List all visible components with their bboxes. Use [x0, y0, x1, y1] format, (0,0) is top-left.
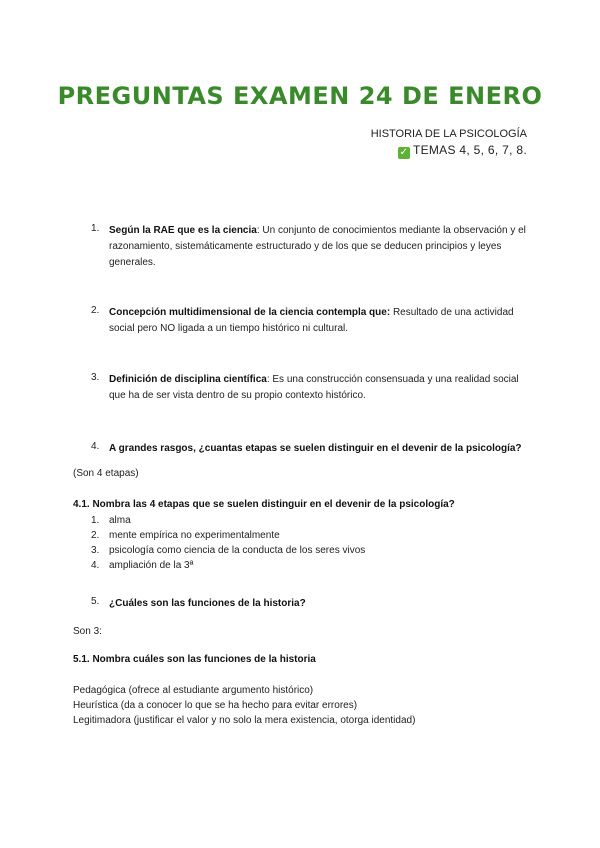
list-item-number: 4. — [91, 560, 100, 571]
question-number: 2. — [91, 305, 100, 316]
topics-line — [371, 142, 527, 159]
document-title: PREGUNTAS EXAMEN 24 DE ENERO — [57, 82, 543, 110]
function-line: Pedagógica (ofrece al estudiante argumento histórico) — [73, 685, 314, 696]
answer-5: Son 3: — [73, 626, 102, 637]
list-item-number: 2. — [91, 530, 100, 541]
question-text — [109, 223, 537, 271]
subject-header — [371, 126, 527, 159]
answer-4: (Son 4 etapas) — [73, 468, 139, 479]
subject-name: HISTORIA DE LA PSICOLOGÍA — [370, 128, 527, 140]
question-bold: ¿Cuáles son las funciones de la historia? — [109, 598, 306, 609]
list-item-number: 3. — [91, 545, 100, 556]
list-item: psicología como ciencia de la conducta de los seres vivos — [109, 545, 366, 556]
question-text — [109, 441, 537, 457]
question-answer: Resultado de una actividad social pero NO ligada a un tiempo histórico ni cultural. — [109, 307, 514, 334]
question-number: 3. — [91, 372, 100, 383]
list-item: alma — [109, 515, 131, 526]
question-answer: : Un conjunto de conocimientos mediante la observación y el razonamiento, sistemáticamente estructurado y de los que se deducen principios y leyes generales. — [109, 225, 526, 268]
question-answer: : Es una construcción consensuada y una realidad social que ha de ser vista dentro de su propio contexto histórico. — [109, 374, 519, 401]
list-item-number: 1. — [91, 515, 100, 526]
question-number: 1. — [91, 223, 100, 234]
topics-text: TEMAS 4, 5, 6, 7, 8. — [412, 143, 527, 157]
question-bold: Definición de disciplina científica — [109, 374, 267, 385]
question-number: 4. — [91, 441, 100, 452]
question-4-1-title — [73, 497, 455, 513]
check-mark-icon: ✓ — [399, 147, 409, 158]
question-text — [109, 372, 537, 404]
function-line: Heurística (da a conocer lo que se ha hecho para evitar errores) — [73, 700, 358, 711]
question-5-1-title — [73, 652, 316, 668]
question-bold: Concepción multidimensional de la ciencia contempla que: — [109, 307, 391, 318]
list-item: mente empírica no experimentalmente — [109, 530, 280, 541]
question-number: 5. — [91, 596, 100, 607]
question-text — [109, 596, 537, 612]
question-bold: Según la RAE que es la ciencia — [109, 225, 257, 236]
question-text — [109, 305, 537, 337]
question-bold: A grandes rasgos, ¿cuantas etapas se suelen distinguir en el devenir de la psicología? — [109, 443, 522, 454]
question-5-1-bold: 5.1. Nombra cuáles son las funciones de la historia — [73, 654, 316, 665]
list-item: ampliación de la 3ª — [109, 560, 194, 571]
question-4-1-bold: 4.1. Nombra las 4 etapas que se suelen distinguir en el devenir de la psicología? — [73, 499, 455, 510]
function-line: Legitimadora (justificar el valor y no solo la mera existencia, otorga identidad) — [73, 715, 416, 726]
